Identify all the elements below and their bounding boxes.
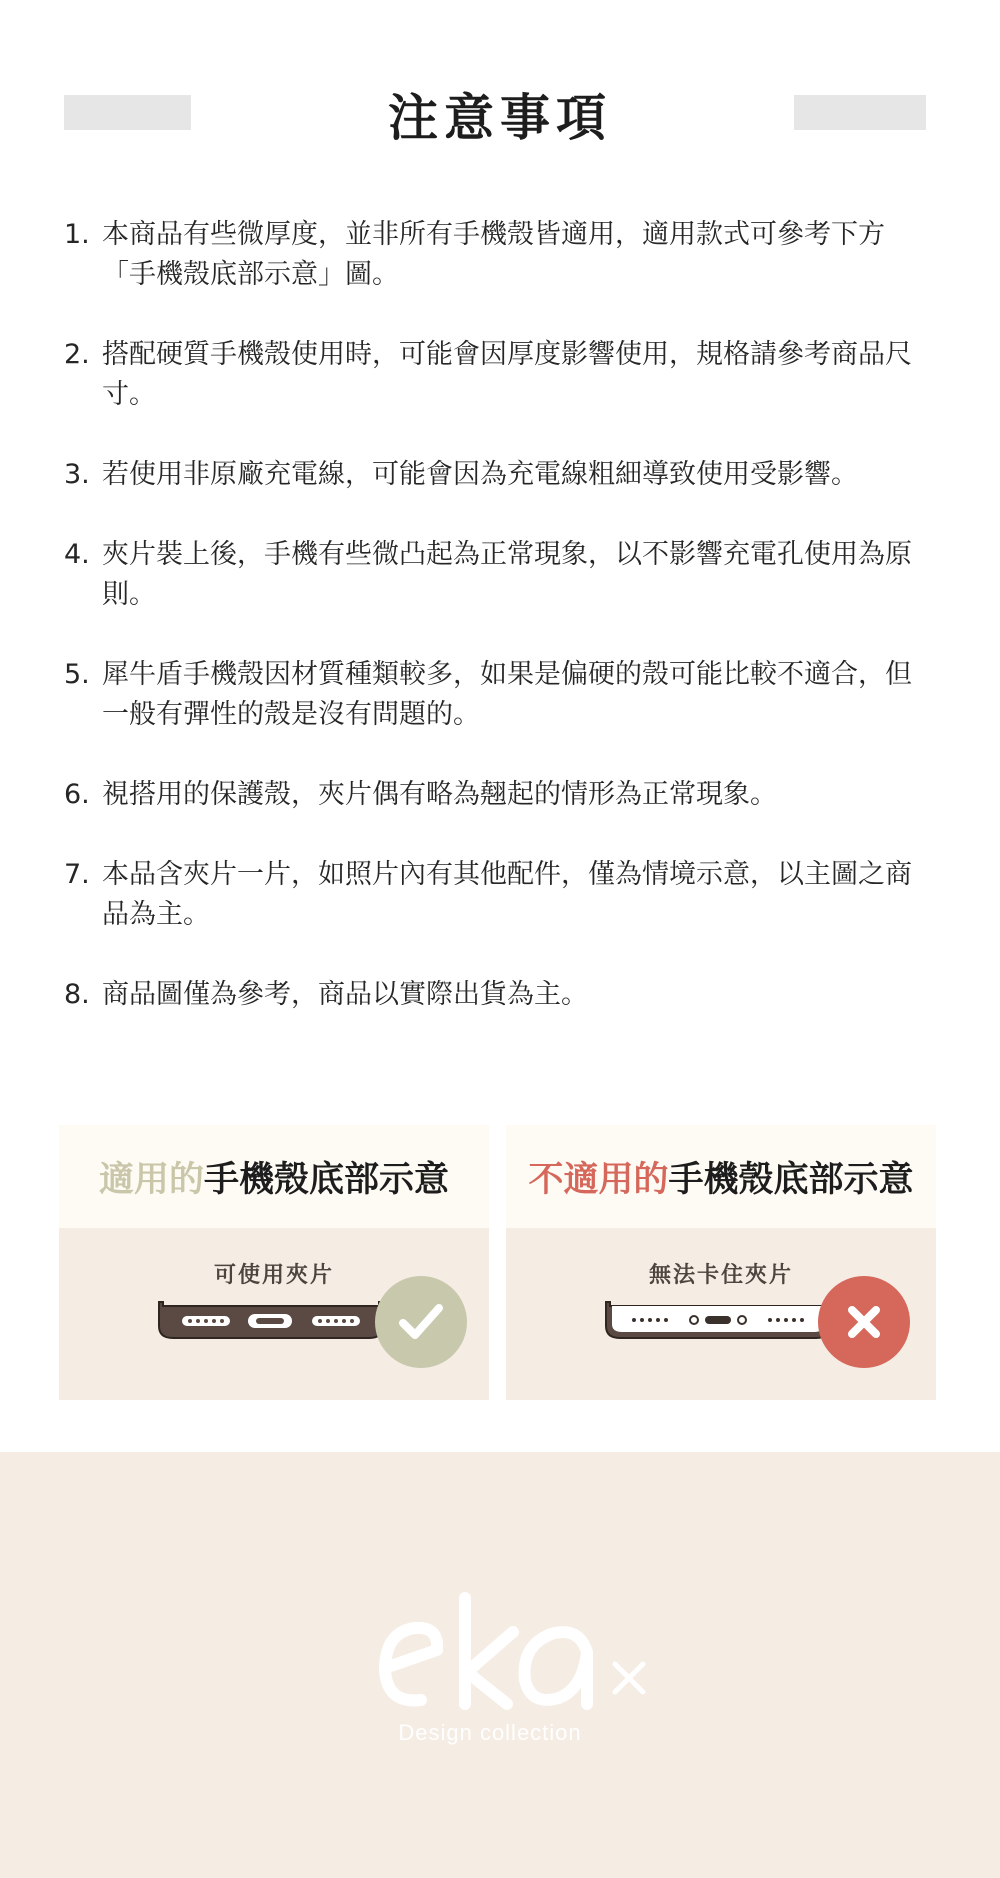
note-item bbox=[64, 535, 934, 615]
suitable-panel-heading bbox=[59, 1125, 489, 1228]
page-title: 注意事項 bbox=[388, 89, 612, 147]
note-number: 1. bbox=[64, 219, 90, 250]
note-item bbox=[64, 775, 934, 815]
note-number: 7. bbox=[64, 859, 90, 890]
note-item bbox=[64, 975, 934, 1015]
note-number: 8. bbox=[64, 979, 90, 1010]
brand-logo bbox=[375, 1592, 675, 1762]
unsuitable-panel-body bbox=[506, 1228, 936, 1400]
note-number: 2. bbox=[64, 339, 90, 370]
note-text: 視搭用的保護殼，夾片偶有略為翹起的情形為正常現象。 bbox=[102, 779, 777, 810]
note-number: 3. bbox=[64, 459, 90, 490]
suitable-case-panel bbox=[59, 1125, 489, 1400]
phone-case-bottom-icon bbox=[602, 1300, 834, 1342]
note-text: 搭配硬質手機殼使用時，可能會因厚度影響使用，規格請參考商品尺寸。 bbox=[102, 339, 912, 410]
unsuitable-badge bbox=[818, 1276, 910, 1368]
note-text: 犀牛盾手機殼因材質種類較多，如果是偏硬的殼可能比較不適合，但一般有彈性的殼是沒有問題的。 bbox=[102, 659, 912, 730]
footer-brand-area bbox=[0, 1452, 1000, 1878]
unsuitable-accent-label: 不適用的 bbox=[528, 1159, 669, 1200]
note-number: 5. bbox=[64, 659, 90, 690]
cross-icon bbox=[844, 1302, 884, 1342]
note-text: 商品圖僅為參考，商品以實際出貨為主。 bbox=[102, 979, 588, 1010]
note-item bbox=[64, 855, 934, 935]
title-decoration-left bbox=[64, 95, 191, 130]
note-text: 本品含夾片一片，如照片內有其他配件，僅為情境示意，以主圖之商品為主。 bbox=[102, 859, 912, 930]
note-item bbox=[64, 655, 934, 735]
suitable-accent-label: 適用的 bbox=[98, 1159, 204, 1200]
note-text: 本商品有些微厚度，並非所有手機殼皆適用，適用款式可參考下方「手機殼底部示意」圖。 bbox=[102, 219, 885, 290]
suitable-panel-body bbox=[59, 1228, 489, 1400]
note-text: 夾片裝上後，手機有些微凸起為正常現象，以不影響充電孔使用為原則。 bbox=[102, 539, 912, 610]
note-number: 6. bbox=[64, 779, 90, 810]
notes-list bbox=[64, 215, 934, 1055]
suitable-badge bbox=[375, 1276, 467, 1368]
eka-logo-mark bbox=[375, 1592, 675, 1722]
note-number: 4. bbox=[64, 539, 90, 570]
unsuitable-caption: 無法卡住夾片 bbox=[648, 1263, 793, 1288]
unsuitable-case-panel bbox=[506, 1125, 936, 1400]
title-bar bbox=[0, 0, 1000, 230]
title-decoration-right bbox=[794, 95, 926, 130]
unsuitable-panel-title: 手機殼底部示意 bbox=[668, 1159, 914, 1200]
note-item bbox=[64, 215, 934, 295]
note-item bbox=[64, 455, 934, 495]
unsuitable-panel-heading bbox=[506, 1125, 936, 1228]
note-item bbox=[64, 335, 934, 415]
suitable-caption: 可使用夾片 bbox=[213, 1263, 334, 1288]
brand-tagline: Design collection bbox=[398, 1720, 582, 1745]
phone-case-bottom-icon bbox=[155, 1300, 387, 1342]
check-icon bbox=[398, 1302, 444, 1342]
note-text: 若使用非原廠充電線，可能會因為充電線粗細導致使用受影響。 bbox=[102, 459, 858, 490]
suitable-panel-title: 手機殼底部示意 bbox=[204, 1159, 450, 1200]
